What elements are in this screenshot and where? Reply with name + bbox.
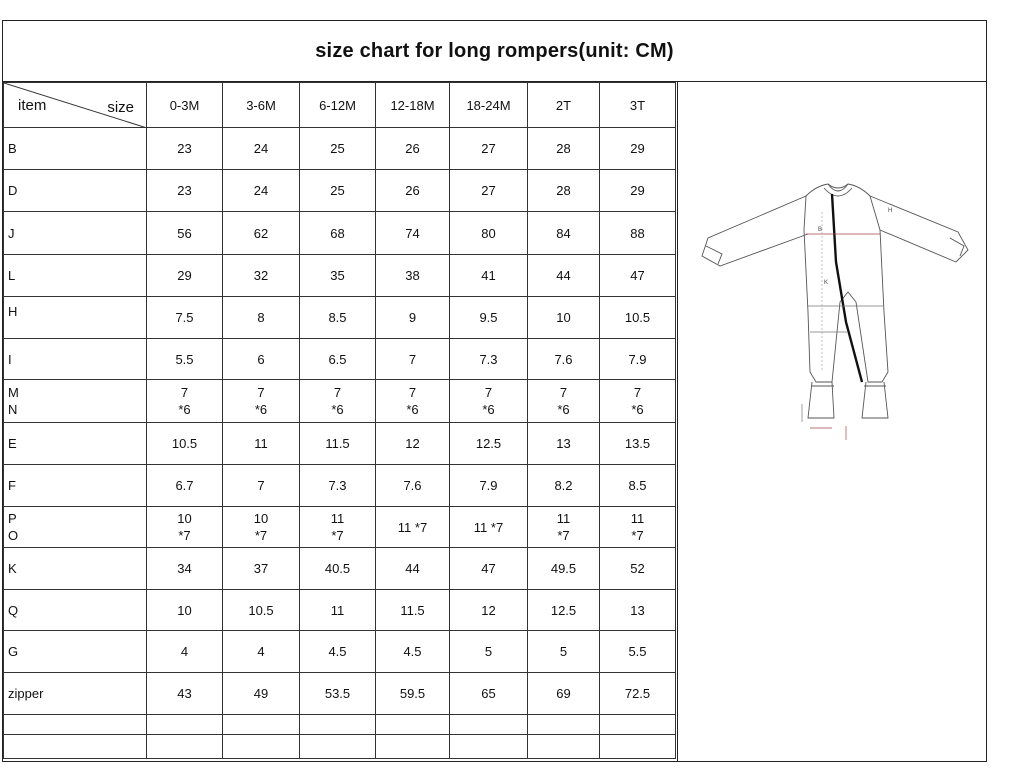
value-cell (223, 297, 300, 339)
cell-value: 44 (556, 268, 571, 283)
cell-value: 27 (481, 183, 496, 198)
cell-value: 34 (177, 561, 192, 576)
cell-value: 7 (333, 385, 342, 400)
cell-value: 11 (330, 602, 345, 618)
value-cell (600, 507, 676, 548)
value-cell (528, 128, 600, 170)
value-cell (450, 507, 528, 548)
value-cell (223, 212, 300, 255)
cell-value: 11 (630, 511, 645, 526)
table-row (4, 170, 676, 212)
value-cell (376, 507, 450, 548)
cell-value: 29 (630, 183, 645, 198)
table-row (4, 465, 676, 507)
value-cell (300, 339, 376, 380)
value-cell (528, 735, 600, 759)
value-cell (450, 548, 528, 590)
cell-value: 7.6 (403, 478, 422, 493)
value-cell (450, 423, 528, 465)
cell-value: 10.5 (248, 602, 274, 618)
row-label: zipper (8, 686, 44, 701)
value-cell (223, 735, 300, 759)
cell-value: 13.5 (624, 436, 651, 451)
row-label-cell (4, 212, 147, 255)
row-label-cell (4, 423, 147, 465)
row-label-cell (4, 339, 147, 380)
header-row (4, 83, 676, 128)
value-cell (300, 297, 376, 339)
row-label: G (8, 644, 19, 659)
cell-value: 11 *7 (397, 519, 428, 535)
value-cell (600, 631, 676, 673)
cell-value: *6 (557, 402, 570, 417)
value-cell (600, 548, 676, 590)
value-cell (450, 735, 528, 759)
row-label-cell (4, 735, 147, 759)
chart-title: size chart for long rompers(unit: CM) (3, 21, 986, 82)
value-cell (600, 673, 676, 715)
value-cell (147, 465, 223, 507)
cell-value: 24 (253, 141, 269, 156)
cell-value: 7.9 (628, 351, 647, 367)
cell-value: 4.5 (328, 644, 347, 659)
cell-value: 35 (330, 268, 345, 283)
cell-value: 69 (556, 686, 571, 701)
cell-value: 38 (405, 268, 420, 283)
value-cell (376, 465, 450, 507)
cell-value: 11 (254, 436, 268, 451)
cell-value: 80 (481, 225, 496, 241)
value-cell (300, 507, 376, 548)
row-label: H (8, 304, 18, 319)
value-cell (300, 673, 376, 715)
cell-value: 5.5 (628, 644, 647, 659)
value-cell (147, 673, 223, 715)
cell-value: 47 (481, 561, 496, 576)
row-label-cell (4, 590, 147, 631)
cell-value: 7.5 (175, 310, 194, 325)
cell-value: 65 (481, 686, 496, 701)
cell-value: 7 (257, 478, 265, 493)
cell-value: 44 (405, 561, 420, 576)
cell-value: 10 (177, 602, 192, 618)
cell-value: 7.6 (554, 351, 573, 367)
table-row (4, 631, 676, 673)
cell-value: 25 (330, 141, 345, 156)
diagram-label-h: H (888, 208, 893, 214)
value-cell (223, 170, 300, 212)
cell-value: 7 (633, 385, 642, 400)
table-row (4, 212, 676, 255)
value-cell (376, 128, 450, 170)
cell-value: 49 (253, 686, 269, 701)
value-cell (450, 715, 528, 735)
value-cell (528, 170, 600, 212)
cell-value: 10 (177, 511, 192, 526)
cell-value: *6 (331, 402, 344, 417)
row-label: L (8, 268, 16, 283)
value-cell (600, 465, 676, 507)
cell-value: 5 (559, 644, 568, 659)
value-cell (450, 170, 528, 212)
cell-value: 8.5 (628, 478, 647, 493)
cell-value: 7 (408, 351, 417, 367)
value-cell (450, 465, 528, 507)
cell-value: 68 (330, 225, 345, 241)
row-label-cell (4, 715, 147, 735)
cell-value: 11.5 (325, 436, 350, 451)
value-cell (300, 170, 376, 212)
cell-value: 28 (556, 183, 571, 198)
cell-value: 41 (481, 268, 496, 283)
header-size-label: size (107, 99, 134, 116)
value-cell (450, 128, 528, 170)
cell-value: *7 (557, 528, 570, 543)
row-label: E (8, 436, 17, 451)
value-cell (376, 715, 450, 735)
table-row (4, 735, 676, 759)
diagram-panel (677, 82, 986, 761)
cell-value: 6 (257, 351, 265, 367)
value-cell (376, 380, 450, 423)
cell-value: 7 (257, 385, 265, 400)
value-cell (300, 380, 376, 423)
value-cell (300, 715, 376, 735)
cell-value: 25 (330, 183, 345, 198)
value-cell (376, 255, 450, 297)
size-header-cell: 18-24M (450, 83, 528, 128)
row-label-cell (4, 507, 147, 548)
cell-value: 72.5 (624, 686, 651, 701)
value-cell (223, 128, 300, 170)
value-cell (600, 380, 676, 423)
value-cell (528, 212, 600, 255)
cell-value: 8.5 (328, 310, 347, 325)
value-cell (147, 548, 223, 590)
row-label-cell (4, 380, 147, 423)
row-label: K (8, 561, 17, 576)
cell-value: 6.5 (328, 351, 347, 367)
value-cell (528, 590, 600, 631)
value-cell (376, 631, 450, 673)
cell-value: *6 (482, 402, 495, 417)
table-row (4, 128, 676, 170)
header-item-label: item (18, 97, 47, 114)
cell-value: 29 (177, 268, 192, 283)
cell-value: 13 (556, 436, 571, 451)
cell-value: 88 (630, 225, 645, 241)
cell-value: 10 (556, 310, 571, 325)
value-cell (223, 465, 300, 507)
romper-measurement-diagram-icon (698, 172, 978, 462)
value-cell (450, 297, 528, 339)
value-cell (450, 380, 528, 423)
value-cell (300, 212, 376, 255)
value-cell (147, 297, 223, 339)
row-label: Q (8, 602, 19, 618)
cell-value: 5.5 (175, 351, 194, 367)
table-row (4, 590, 676, 631)
table-row (4, 297, 676, 339)
cell-value: 49.5 (550, 561, 577, 576)
cell-value: 13 (630, 602, 645, 618)
value-cell (376, 423, 450, 465)
value-cell (300, 735, 376, 759)
row-label-cell (4, 465, 147, 507)
value-cell (528, 631, 600, 673)
size-header-cell: 3-6M (223, 83, 300, 128)
cell-value: 7 (559, 385, 568, 400)
cell-value: 32 (253, 268, 269, 283)
cell-value: 4.5 (403, 644, 422, 659)
cell-value: 10.5 (624, 310, 651, 325)
cell-value: 8 (257, 310, 265, 325)
value-cell (376, 297, 450, 339)
cell-value: 7 (180, 385, 189, 400)
row-label-cell (4, 548, 147, 590)
value-cell (376, 212, 450, 255)
value-cell (223, 507, 300, 548)
cell-value: 9.5 (479, 310, 498, 325)
table-row (4, 255, 676, 297)
row-label: F (8, 478, 16, 493)
value-cell (376, 673, 450, 715)
value-cell (376, 170, 450, 212)
cell-value: 9 (408, 310, 417, 325)
cell-value: 10 (253, 511, 269, 526)
table-row (4, 339, 676, 380)
table-row (4, 507, 676, 548)
value-cell (300, 548, 376, 590)
value-cell (147, 170, 223, 212)
value-cell (300, 255, 376, 297)
value-cell (600, 339, 676, 380)
value-cell (300, 590, 376, 631)
value-cell (600, 255, 676, 297)
value-cell (223, 423, 300, 465)
cell-value: 23 (177, 183, 192, 198)
value-cell (600, 170, 676, 212)
value-cell (450, 339, 528, 380)
value-cell (450, 673, 528, 715)
cell-value: 7.3 (328, 478, 347, 493)
value-cell (450, 631, 528, 673)
value-cell (300, 128, 376, 170)
value-cell (376, 339, 450, 380)
cell-value: 26 (405, 183, 420, 198)
cell-value: 12 (405, 436, 420, 451)
value-cell (600, 212, 676, 255)
value-cell (376, 735, 450, 759)
cell-value: 8.2 (554, 478, 573, 493)
value-cell (223, 380, 300, 423)
value-cell (147, 423, 223, 465)
row-label: N (8, 402, 18, 417)
cell-value: 5 (484, 644, 493, 659)
value-cell (147, 735, 223, 759)
value-cell (600, 297, 676, 339)
size-chart-frame (2, 20, 987, 762)
value-cell (147, 255, 223, 297)
value-cell (147, 128, 223, 170)
value-cell (528, 380, 600, 423)
cell-value: 6.7 (175, 478, 194, 493)
cell-value: 52 (630, 561, 645, 576)
row-label-cell (4, 631, 147, 673)
value-cell (600, 735, 676, 759)
cell-value: *7 (178, 528, 191, 543)
row-label-cell (4, 297, 147, 339)
value-cell (147, 212, 223, 255)
cell-value: *6 (178, 402, 191, 417)
table-row (4, 423, 676, 465)
value-cell (450, 212, 528, 255)
size-header-cell: 12-18M (376, 83, 450, 128)
cell-value: 7 (408, 385, 417, 400)
cell-value: 11.5 (400, 602, 425, 618)
value-cell (450, 255, 528, 297)
cell-value: 12.5 (475, 436, 502, 451)
value-cell (147, 339, 223, 380)
table-row (4, 715, 676, 735)
row-label: I (8, 351, 12, 367)
cell-value: 43 (177, 686, 192, 701)
cell-value: *6 (406, 402, 419, 417)
row-label-cell (4, 673, 147, 715)
value-cell (450, 590, 528, 631)
value-cell (223, 590, 300, 631)
value-cell (300, 631, 376, 673)
value-cell (528, 339, 600, 380)
value-cell (600, 715, 676, 735)
cell-value: 53.5 (324, 686, 351, 701)
value-cell (223, 715, 300, 735)
value-cell (223, 673, 300, 715)
row-label: P (8, 511, 17, 526)
row-label: B (8, 141, 17, 156)
value-cell (528, 548, 600, 590)
cell-value: 7.9 (479, 478, 498, 493)
cell-value: 59.5 (399, 686, 426, 701)
cell-value: *7 (254, 528, 268, 543)
row-label-cell (4, 170, 147, 212)
cell-value: 56 (177, 225, 192, 241)
row-label: J (8, 225, 15, 241)
cell-value: 27 (481, 141, 496, 156)
cell-value: 11 (556, 511, 571, 526)
cell-value: 40.5 (324, 561, 351, 576)
cell-value: 7.3 (479, 351, 498, 367)
row-label: M (8, 385, 19, 400)
value-cell (147, 715, 223, 735)
value-cell (147, 507, 223, 548)
cell-value: 10.5 (171, 436, 198, 451)
value-cell (223, 548, 300, 590)
cell-value: 11 (330, 511, 345, 526)
row-label-cell (4, 128, 147, 170)
value-cell (223, 631, 300, 673)
cell-value: 11 *7 (473, 519, 504, 535)
size-header-cell: 3T (600, 83, 676, 128)
diagram-label-k: K (824, 280, 829, 286)
cell-value: 84 (556, 225, 571, 241)
table-row (4, 548, 676, 590)
value-cell (528, 423, 600, 465)
row-label-cell (4, 255, 147, 297)
cell-value: 24 (253, 183, 269, 198)
value-cell (528, 255, 600, 297)
cell-value: *7 (631, 528, 644, 543)
size-header-cell: 0-3M (147, 83, 223, 128)
header-corner-cell (4, 83, 147, 128)
value-cell (528, 465, 600, 507)
table-row (4, 380, 676, 423)
cell-value: *6 (254, 402, 268, 417)
value-cell (600, 423, 676, 465)
cell-value: 12 (481, 602, 496, 618)
value-cell (528, 297, 600, 339)
value-cell (376, 548, 450, 590)
cell-value: *6 (631, 402, 644, 417)
value-cell (300, 423, 376, 465)
cell-value: 37 (253, 561, 269, 576)
value-cell (147, 590, 223, 631)
value-cell (600, 590, 676, 631)
cell-value: 7 (484, 385, 493, 400)
cell-value: 12.5 (550, 602, 577, 618)
value-cell (223, 255, 300, 297)
cell-value: 47 (630, 268, 645, 283)
value-cell (147, 380, 223, 423)
size-table (3, 82, 676, 759)
cell-value: 4 (180, 644, 189, 659)
value-cell (147, 631, 223, 673)
value-cell (528, 715, 600, 735)
cell-value: 26 (405, 141, 420, 156)
table-row (4, 673, 676, 715)
size-header-cell: 2T (528, 83, 600, 128)
value-cell (600, 128, 676, 170)
value-cell (223, 339, 300, 380)
size-header-cell: 6-12M (300, 83, 376, 128)
cell-value: 74 (405, 225, 420, 241)
value-cell (300, 465, 376, 507)
value-cell (528, 507, 600, 548)
diagram-label-b: B (818, 227, 823, 233)
row-label: O (8, 528, 19, 543)
cell-value: *7 (331, 528, 344, 543)
cell-value: 29 (630, 141, 645, 156)
value-cell (528, 673, 600, 715)
value-cell (376, 590, 450, 631)
cell-value: 62 (253, 225, 269, 241)
cell-value: 4 (257, 644, 265, 659)
cell-value: 23 (177, 141, 192, 156)
row-label: D (8, 183, 18, 198)
cell-value: 28 (556, 141, 571, 156)
